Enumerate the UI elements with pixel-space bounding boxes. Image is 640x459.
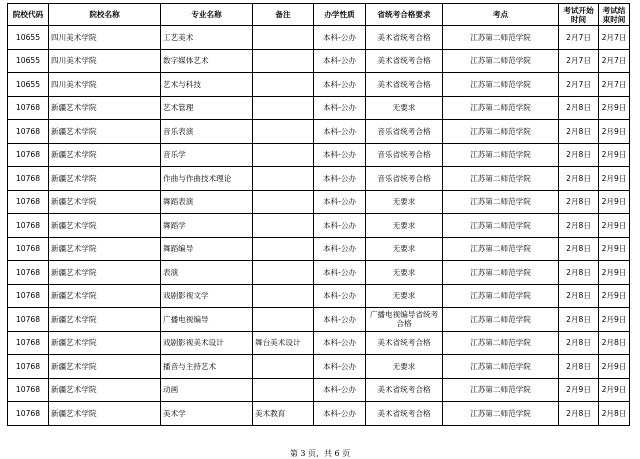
exam-start-cell: 2月8日 [559,190,599,214]
exam-requirement-cell: 无要求 [366,237,443,261]
exam-end-cell: 2月9日 [599,378,630,402]
remark-cell [253,355,314,379]
exam-requirement-cell: 无要求 [366,261,443,285]
header-exam-end: 考试结束时间 [599,4,630,26]
major-name-cell: 表演 [161,261,253,285]
exam-end-cell: 2月7日 [599,26,630,50]
table-row [8,261,630,285]
exam-start-cell: 2月8日 [559,237,599,261]
school-name-cell: 新疆艺术学院 [49,284,161,308]
school-type-cell: 本科-公办 [314,355,366,379]
school-name-cell: 四川美术学院 [49,73,161,97]
school-type-cell: 本科-公办 [314,120,366,144]
major-name-cell: 舞蹈表演 [161,190,253,214]
exam-requirement-cell: 无要求 [366,355,443,379]
remark-cell [253,167,314,191]
exam-site-cell: 江苏第二师范学院 [443,49,559,73]
major-name-cell: 播音与主持艺术 [161,355,253,379]
exam-site-cell: 江苏第二师范学院 [443,167,559,191]
exam-end-cell: 2月9日 [599,120,630,144]
exam-site-cell: 江苏第二师范学院 [443,378,559,402]
school-code-cell: 10768 [8,143,49,167]
table-row [8,308,630,332]
remark-cell [253,284,314,308]
exam-start-cell: 2月8日 [559,143,599,167]
header-school-code: 院校代码 [8,4,49,26]
school-code-cell: 10655 [8,73,49,97]
exam-end-cell: 2月9日 [599,355,630,379]
exam-start-cell: 2月7日 [559,26,599,50]
school-type-cell: 本科-公办 [314,73,366,97]
remark-cell [253,308,314,332]
exam-requirement-cell: 无要求 [366,214,443,238]
school-code-cell: 10768 [8,261,49,285]
exam-end-cell: 2月9日 [599,96,630,120]
exam-site-cell: 江苏第二师范学院 [443,96,559,120]
exam-start-cell: 2月7日 [559,73,599,97]
remark-cell [253,261,314,285]
exam-start-cell: 2月7日 [559,49,599,73]
table-row [8,284,630,308]
table-row [8,355,630,379]
major-name-cell: 舞蹈编导 [161,237,253,261]
school-type-cell: 本科-公办 [314,167,366,191]
table-row [8,26,630,50]
table-row [8,73,630,97]
school-code-cell: 10768 [8,120,49,144]
table-row [8,96,630,120]
exam-start-cell: 2月8日 [559,284,599,308]
exam-end-cell: 2月9日 [599,308,630,332]
major-name-cell: 美术学 [161,402,253,426]
header-exam-site: 考点 [443,4,559,26]
school-name-cell: 新疆艺术学院 [49,378,161,402]
school-code-cell: 10768 [8,190,49,214]
remark-cell [253,26,314,50]
remark-cell [253,214,314,238]
exam-end-cell: 2月7日 [599,49,630,73]
exam-start-cell: 2月9日 [559,378,599,402]
exam-start-cell: 2月8日 [559,214,599,238]
major-name-cell: 艺术管理 [161,96,253,120]
exam-site-cell: 江苏第二师范学院 [443,261,559,285]
table-row [8,167,630,191]
school-type-cell: 本科-公办 [314,26,366,50]
table-body [8,26,630,426]
school-name-cell: 新疆艺术学院 [49,331,161,355]
major-name-cell: 舞蹈学 [161,214,253,238]
school-type-cell: 本科-公办 [314,378,366,402]
exam-end-cell: 2月9日 [599,237,630,261]
remark-cell [253,378,314,402]
school-name-cell: 新疆艺术学院 [49,190,161,214]
exam-end-cell: 2月9日 [599,190,630,214]
exam-end-cell: 2月9日 [599,214,630,238]
school-code-cell: 10768 [8,378,49,402]
exam-end-cell: 2月8日 [599,331,630,355]
admission-table [7,3,630,426]
exam-requirement-cell: 美术省统考合格 [366,331,443,355]
exam-site-cell: 江苏第二师范学院 [443,308,559,332]
school-type-cell: 本科-公办 [314,308,366,332]
exam-start-cell: 2月8日 [559,167,599,191]
exam-requirement-cell: 音乐省统考合格 [366,143,443,167]
exam-requirement-cell: 广播电视编导省统考合格 [366,308,443,332]
page-number: 第 3 页，共 6 页 [289,449,351,458]
exam-site-cell: 江苏第二师范学院 [443,120,559,144]
exam-end-cell: 2月7日 [599,73,630,97]
table-row [8,49,630,73]
header-exam-start: 考试开始时间 [559,4,599,26]
header-school-type: 办学性质 [314,4,366,26]
school-type-cell: 本科-公办 [314,143,366,167]
table-row [8,190,630,214]
remark-cell [253,190,314,214]
table-header-row [8,4,630,26]
school-type-cell: 本科-公办 [314,284,366,308]
school-name-cell: 新疆艺术学院 [49,167,161,191]
exam-requirement-cell: 音乐省统考合格 [366,120,443,144]
school-type-cell: 本科-公办 [314,237,366,261]
school-code-cell: 10655 [8,49,49,73]
major-name-cell: 音乐学 [161,143,253,167]
school-code-cell: 10768 [8,402,49,426]
exam-end-cell: 2月9日 [599,167,630,191]
exam-requirement-cell: 美术省统考合格 [366,378,443,402]
exam-site-cell: 江苏第二师范学院 [443,331,559,355]
major-name-cell: 数字媒体艺术 [161,49,253,73]
remark-cell [253,120,314,144]
school-type-cell: 本科-公办 [314,261,366,285]
school-code-cell: 10768 [8,237,49,261]
major-name-cell: 戏剧影视美术设计 [161,331,253,355]
school-code-cell: 10768 [8,355,49,379]
exam-requirement-cell: 美术省统考合格 [366,402,443,426]
school-name-cell: 新疆艺术学院 [49,143,161,167]
school-code-cell: 10768 [8,96,49,120]
school-type-cell: 本科-公办 [314,402,366,426]
exam-requirement-cell: 无要求 [366,190,443,214]
exam-requirement-cell: 美术省统考合格 [366,49,443,73]
table-row [8,402,630,426]
major-name-cell: 艺术与科技 [161,73,253,97]
exam-requirement-cell: 无要求 [366,284,443,308]
remark-cell [253,143,314,167]
table-row [8,237,630,261]
exam-end-cell: 2月8日 [599,402,630,426]
school-type-cell: 本科-公办 [314,331,366,355]
exam-site-cell: 江苏第二师范学院 [443,26,559,50]
exam-start-cell: 2月8日 [559,402,599,426]
exam-site-cell: 江苏第二师范学院 [443,143,559,167]
school-name-cell: 新疆艺术学院 [49,402,161,426]
school-type-cell: 本科-公办 [314,49,366,73]
exam-start-cell: 2月8日 [559,355,599,379]
school-code-cell: 10768 [8,167,49,191]
school-name-cell: 新疆艺术学院 [49,214,161,238]
remark-cell: 美术教育 [253,402,314,426]
table-row [8,120,630,144]
table-row [8,143,630,167]
table-row [8,378,630,402]
exam-site-cell: 江苏第二师范学院 [443,73,559,97]
exam-requirement-cell: 美术省统考合格 [366,73,443,97]
major-name-cell: 戏剧影视文学 [161,284,253,308]
exam-site-cell: 江苏第二师范学院 [443,214,559,238]
school-code-cell: 10768 [8,284,49,308]
exam-end-cell: 2月9日 [599,143,630,167]
exam-start-cell: 2月8日 [559,96,599,120]
exam-site-cell: 江苏第二师范学院 [443,402,559,426]
exam-start-cell: 2月8日 [559,331,599,355]
school-type-cell: 本科-公办 [314,190,366,214]
school-name-cell: 新疆艺术学院 [49,355,161,379]
exam-start-cell: 2月8日 [559,308,599,332]
header-school-name: 院校名称 [49,4,161,26]
major-name-cell: 音乐表演 [161,120,253,144]
major-name-cell: 工艺美术 [161,26,253,50]
header-remark: 备注 [253,4,314,26]
school-name-cell: 四川美术学院 [49,26,161,50]
school-code-cell: 10768 [8,214,49,238]
school-code-cell: 10768 [8,308,49,332]
exam-end-cell: 2月9日 [599,261,630,285]
school-name-cell: 新疆艺术学院 [49,237,161,261]
remark-cell [253,73,314,97]
remark-cell [253,96,314,120]
exam-site-cell: 江苏第二师范学院 [443,237,559,261]
exam-start-cell: 2月8日 [559,261,599,285]
exam-start-cell: 2月8日 [559,120,599,144]
table-row [8,214,630,238]
exam-site-cell: 江苏第二师范学院 [443,190,559,214]
table-row [8,331,630,355]
remark-cell: 舞台美术设计 [253,331,314,355]
school-name-cell: 新疆艺术学院 [49,261,161,285]
school-code-cell: 10655 [8,26,49,50]
major-name-cell: 作曲与作曲技术理论 [161,167,253,191]
header-exam-requirement: 省统考合格要求 [366,4,443,26]
major-name-cell: 广播电视编导 [161,308,253,332]
school-name-cell: 新疆艺术学院 [49,120,161,144]
major-name-cell: 动画 [161,378,253,402]
exam-requirement-cell: 无要求 [366,96,443,120]
header-major-name: 专业名称 [161,4,253,26]
exam-requirement-cell: 美术省统考合格 [366,26,443,50]
school-name-cell: 四川美术学院 [49,49,161,73]
remark-cell [253,49,314,73]
exam-site-cell: 江苏第二师范学院 [443,355,559,379]
exam-end-cell: 2月9日 [599,284,630,308]
school-type-cell: 本科-公办 [314,96,366,120]
exam-site-cell: 江苏第二师范学院 [443,284,559,308]
school-name-cell: 新疆艺术学院 [49,96,161,120]
exam-requirement-cell: 音乐省统考合格 [366,167,443,191]
remark-cell [253,237,314,261]
school-name-cell: 新疆艺术学院 [49,308,161,332]
school-code-cell: 10768 [8,331,49,355]
school-type-cell: 本科-公办 [314,214,366,238]
